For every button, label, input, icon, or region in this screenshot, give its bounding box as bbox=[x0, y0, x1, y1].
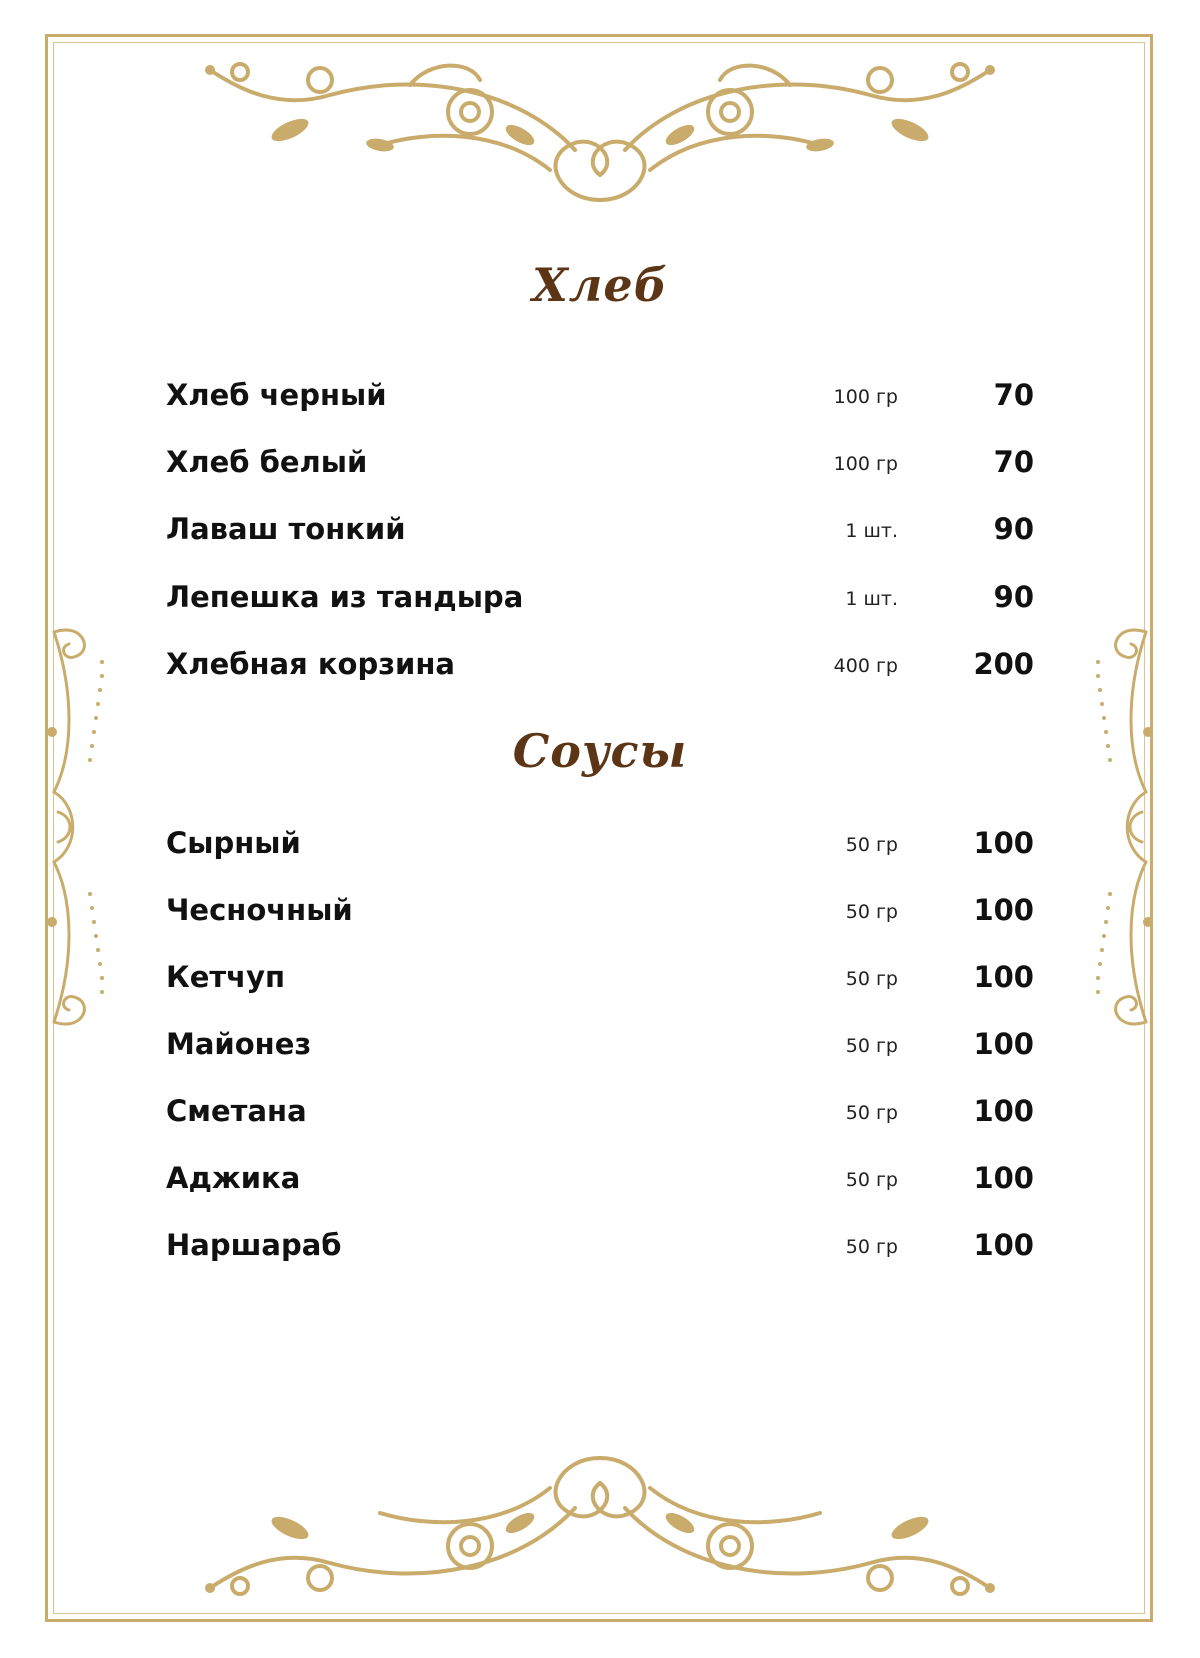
item-portion: 400 гр bbox=[833, 655, 898, 677]
item-name: Хлеб черный bbox=[166, 378, 387, 412]
item-price: 70 bbox=[993, 378, 1034, 412]
menu-item bbox=[166, 1161, 1034, 1209]
menu-item bbox=[166, 512, 1034, 560]
item-name: Хлебная корзина bbox=[166, 647, 455, 681]
item-price: 100 bbox=[973, 826, 1034, 860]
item-portion: 1 шт. bbox=[845, 588, 898, 610]
item-price: 90 bbox=[993, 512, 1034, 546]
section-title-bread: Хлеб bbox=[532, 258, 668, 312]
item-portion: 50 гр bbox=[845, 834, 898, 856]
item-portion: 50 гр bbox=[845, 968, 898, 990]
item-price: 100 bbox=[973, 960, 1034, 994]
menu-item bbox=[166, 580, 1034, 628]
item-portion: 100 гр bbox=[833, 453, 898, 475]
item-price: 100 bbox=[973, 1027, 1034, 1061]
menu-item bbox=[166, 1228, 1034, 1276]
item-portion: 50 гр bbox=[845, 1035, 898, 1057]
item-price: 100 bbox=[973, 1094, 1034, 1128]
menu-item bbox=[166, 826, 1034, 874]
menu-item bbox=[166, 893, 1034, 941]
item-name: Чесночный bbox=[166, 893, 353, 927]
left-scroll-ornament-icon bbox=[44, 612, 114, 1042]
item-price: 70 bbox=[993, 445, 1034, 479]
item-portion: 50 гр bbox=[845, 901, 898, 923]
item-price: 100 bbox=[973, 1228, 1034, 1262]
item-price: 100 bbox=[973, 893, 1034, 927]
bottom-ornament-icon bbox=[180, 1448, 1020, 1608]
menu-item bbox=[166, 647, 1034, 695]
item-name: Кетчуп bbox=[166, 960, 286, 994]
item-price: 200 bbox=[973, 647, 1034, 681]
item-name: Наршараб bbox=[166, 1228, 342, 1262]
item-portion: 1 шт. bbox=[845, 520, 898, 542]
item-name: Сырный bbox=[166, 826, 301, 860]
menu-item bbox=[166, 960, 1034, 1008]
menu-item bbox=[166, 445, 1034, 493]
item-price: 90 bbox=[993, 580, 1034, 614]
item-name: Лаваш тонкий bbox=[166, 512, 406, 546]
item-name: Сметана bbox=[166, 1094, 307, 1128]
item-price: 100 bbox=[973, 1161, 1034, 1195]
menu-item bbox=[166, 1027, 1034, 1075]
menu-item bbox=[166, 378, 1034, 426]
right-scroll-ornament-icon bbox=[1086, 612, 1156, 1042]
item-name: Аджика bbox=[166, 1161, 301, 1195]
item-name: Лепешка из тандыра bbox=[166, 580, 524, 614]
item-portion: 50 гр bbox=[845, 1236, 898, 1258]
item-portion: 50 гр bbox=[845, 1102, 898, 1124]
item-portion: 100 гр bbox=[833, 386, 898, 408]
top-ornament-icon bbox=[180, 50, 1020, 210]
item-portion: 50 гр bbox=[845, 1169, 898, 1191]
menu-item bbox=[166, 1094, 1034, 1142]
item-name: Хлеб белый bbox=[166, 445, 368, 479]
item-name: Майонез bbox=[166, 1027, 312, 1061]
section-title-sauces: Соусы bbox=[512, 724, 688, 778]
